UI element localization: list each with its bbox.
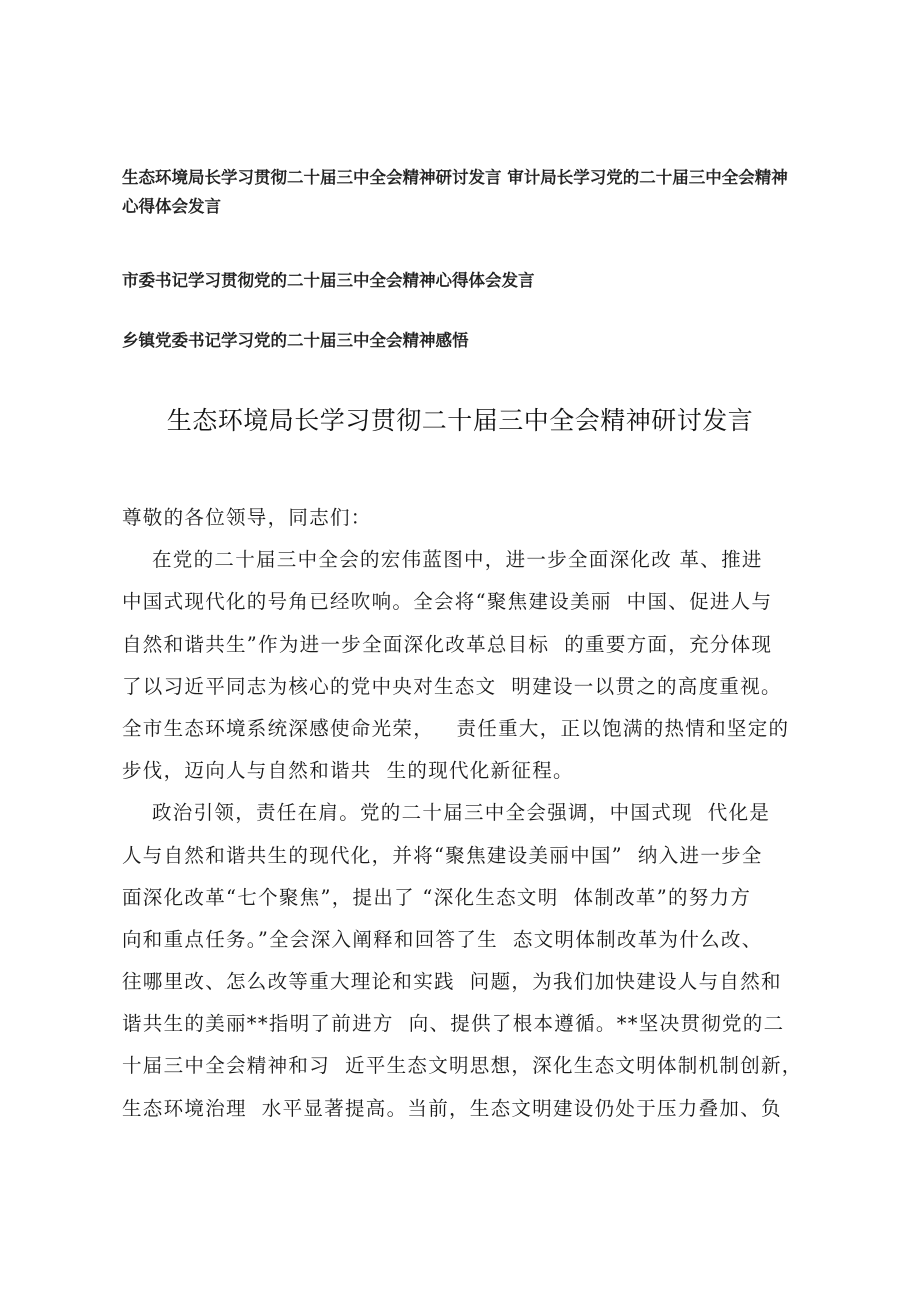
toc-line: 乡镇党委书记学习党的二十届三中全会精神感悟 bbox=[122, 331, 469, 350]
body-line: 了以习近平同志为核心的党中央对生态文 明建设一以贯之的高度重视。 bbox=[122, 674, 782, 698]
document-title: 生态环境局长学习贯彻二十届三中全会精神研讨发言 bbox=[166, 406, 754, 435]
toc-line: 市委书记学习贯彻党的二十届三中全会精神心得体会发言 bbox=[122, 271, 535, 290]
document-body bbox=[122, 497, 842, 1130]
body-line: 步伐，迈向人与自然和谐共 生的现代化新征程。 bbox=[122, 759, 574, 783]
body-line: 政治引领，责任在肩。党的二十届三中全会强调，中国式现 代化是 bbox=[122, 801, 771, 825]
toc-line: 心得体会发言 bbox=[122, 197, 221, 216]
body-line: 十届三中全会精神和习 近平生态文明思想，深化生态文明体制机制创新， bbox=[122, 1054, 803, 1078]
body-line: 尊敬的各位领导，同志们： bbox=[122, 506, 372, 529]
body-line: 向和重点任务。”全会深入阐释和回答了生 态文明体制改革为什么改、 bbox=[122, 927, 763, 951]
table-of-contents bbox=[122, 163, 822, 355]
body-line: 自然和谐共生”作为进一步全面深化改革总目标 的重要方面，充分体现 bbox=[122, 632, 773, 656]
body-line: 全市生态环境系统深感使命光荣， 责任重大，正以饱满的热情和坚定的 bbox=[122, 716, 790, 740]
body-line: 谐共生的美丽**指明了前进方 向、提供了根本遵循。**坚决贯彻党的二 bbox=[122, 1012, 785, 1036]
body-line: 往哪里改、怎么改等重大理论和实践 问题，为我们加快建设人与自然和 bbox=[122, 970, 782, 994]
body-line: 面深化改革“七个聚焦”，提出了 “深化生态文明 体制改革”的努力方 bbox=[122, 885, 752, 909]
body-line: 人与自然和谐共生的现代化，并将“聚焦建设美丽中国” 纳入进一步全 bbox=[122, 843, 763, 867]
body-line: 中国式现代化的号角已经吹响。全会将“聚焦建设美丽 中国、促进人与 bbox=[122, 590, 773, 614]
body-line: 在党的二十届三中全会的宏伟蓝图中，进一步全面深化改 革、推进 bbox=[122, 548, 763, 572]
body-line: 生态环境治理 水平显著提高。当前，生态文明建设仍处于压力叠加、负 bbox=[122, 1096, 782, 1120]
toc-line: 生态环境局长学习贯彻二十届三中全会精神研讨发言 审计局长学习党的二十届三中全会精神 bbox=[122, 168, 788, 187]
